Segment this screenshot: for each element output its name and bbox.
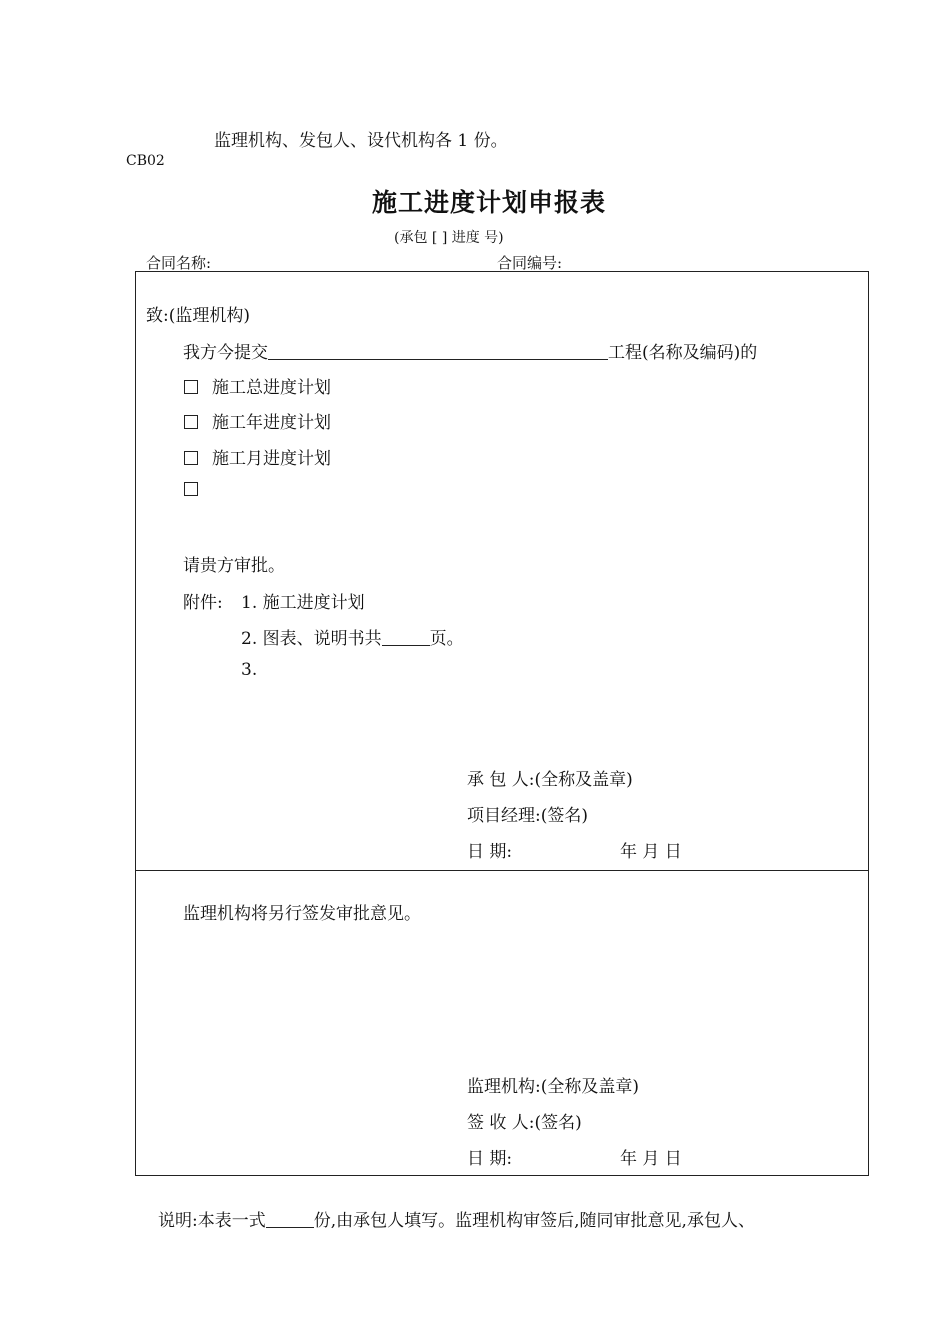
receiver-signature: 签 收 人:(签名) [467,1113,582,1133]
attach-item-1: 1. 施工进度计划 [241,593,365,613]
date-fields: 年 月 日 [620,1149,682,1169]
attach-label: 附件: [183,593,223,613]
to-label: 致:(监理机构) [146,306,250,326]
date-fields: 年 月 日 [620,842,682,862]
project-name-field[interactable] [268,343,608,360]
request-text: 请贵方审批。 [183,556,285,576]
form-code: CB02 [126,153,165,169]
date-label: 日 期: [467,1149,513,1169]
manager-signature: 项目经理:(签名) [467,806,588,826]
submit-suffix: 工程(名称及编码)的 [608,343,758,363]
checkbox[interactable] [184,451,198,465]
copies-field[interactable] [266,1211,314,1228]
contract-no-label: 合同编号: [497,254,563,272]
option-other[interactable] [184,480,212,500]
form-subtitle: (承包 [ ] 进度 号) [394,230,504,246]
contract-name-label: 合同名称: [146,254,212,272]
checkbox[interactable] [184,380,198,394]
checkbox[interactable] [184,482,198,496]
top-note: 监理机构、发包人、设代机构各 1 份。 [214,131,508,151]
page-count-field[interactable] [382,629,430,646]
supervisor-org-signature: 监理机构:(全称及盖章) [467,1077,639,1097]
checkbox[interactable] [184,415,198,429]
option-monthly-plan[interactable]: 施工月进度计划 [184,444,331,469]
option-annual-plan[interactable]: 施工年进度计划 [184,408,331,433]
attach-item-2: 2. 图表、说明书共 页。 [241,629,464,649]
footer-note: 说明:本表一式 份,由承包人填写。监理机构审签后,随同审批意见,承包人、 [158,1211,755,1231]
contractor-signature: 承 包 人:(全称及盖章) [467,770,633,790]
submit-line [183,338,757,363]
page-title: 施工进度计划申报表 [372,188,607,217]
date-label: 日 期: [467,842,513,862]
submit-prefix: 我方今提交 [183,343,268,363]
option-total-plan[interactable]: 施工总进度计划 [184,373,331,398]
supervisor-note: 监理机构将另行签发审批意见。 [183,904,421,924]
attach-item-3: 3. [241,660,258,680]
